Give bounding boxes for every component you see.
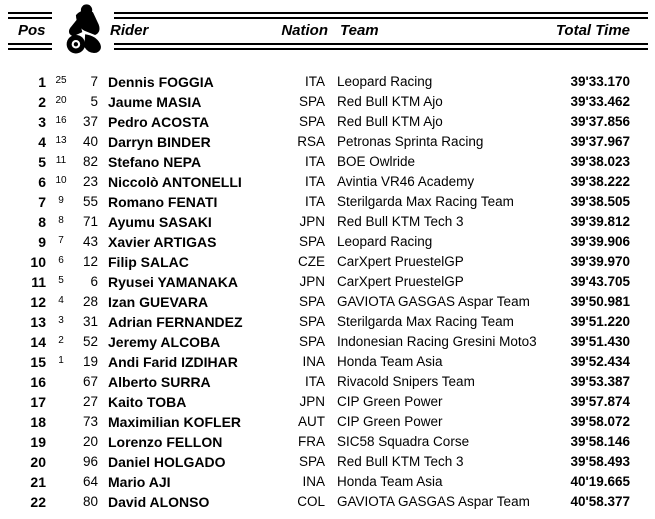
rider-name-cell: Jaume MASIA — [108, 94, 202, 110]
pos-cell: 19 — [30, 434, 46, 450]
bike-number-cell: 64 — [82, 474, 98, 489]
bike-number-cell: 52 — [82, 334, 98, 349]
table-row — [0, 272, 655, 292]
team-cell: CarXpert PruestelGP — [337, 254, 464, 269]
table-row — [0, 372, 655, 392]
team-cell: CIP Green Power — [337, 394, 443, 409]
nation-cell: SPA — [298, 114, 325, 129]
total-time-cell: 39'51.430 — [570, 334, 630, 349]
bike-number-cell: 71 — [82, 214, 98, 229]
total-time-cell: 39'58.493 — [570, 454, 630, 469]
team-cell: Rivacold Snipers Team — [337, 374, 475, 389]
bike-number-cell: 96 — [82, 454, 98, 469]
rider-name-cell: Mario AJI — [108, 474, 171, 490]
team-cell: Leopard Racing — [337, 74, 433, 89]
total-time-cell: 39'52.434 — [570, 354, 630, 369]
team-cell: Petronas Sprinta Racing — [337, 134, 484, 149]
pos-cell: 13 — [30, 314, 46, 330]
rider-name-cell: Filip SALAC — [108, 254, 189, 270]
bike-number-cell: 5 — [90, 94, 98, 109]
nation-cell: SPA — [298, 294, 325, 309]
points-cell: 5 — [58, 275, 64, 286]
rider-name-cell: Lorenzo FELLON — [108, 434, 223, 450]
rider-name-cell: Andi Farid IZDIHAR — [108, 354, 238, 370]
total-time-cell: 39'37.856 — [570, 114, 630, 129]
total-time-cell: 39'39.906 — [570, 234, 630, 249]
nation-cell: ITA — [305, 194, 325, 209]
rider-name-cell: Stefano NEPA — [108, 154, 202, 170]
rider-name-cell: Adrian FERNANDEZ — [108, 314, 243, 330]
points-cell: 6 — [58, 255, 64, 266]
table-row — [0, 92, 655, 112]
total-time-cell: 39'33.170 — [570, 74, 630, 89]
pos-cell: 17 — [30, 394, 46, 410]
total-time-cell: 39'43.705 — [570, 274, 630, 289]
table-row — [0, 392, 655, 412]
nation-cell: SPA — [298, 334, 325, 349]
pos-cell: 6 — [38, 174, 46, 190]
table-row — [0, 492, 655, 512]
rider-name-cell: Izan GUEVARA — [108, 294, 209, 310]
table-row — [0, 192, 655, 212]
bike-number-cell: 80 — [82, 494, 98, 509]
points-cell: 9 — [58, 195, 64, 206]
points-cell: 13 — [55, 135, 67, 146]
nation-cell: FRA — [298, 434, 325, 449]
pos-cell: 8 — [38, 214, 46, 230]
nation-cell: ITA — [305, 74, 325, 89]
points-cell: 3 — [58, 315, 64, 326]
nation-cell: JPN — [299, 274, 325, 289]
total-time-cell: 39'57.874 — [570, 394, 630, 409]
nation-cell: JPN — [299, 214, 325, 229]
rider-name-cell: Ryusei YAMANAKA — [108, 274, 238, 290]
pos-cell: 5 — [38, 154, 46, 170]
rider-name-cell: Alberto SURRA — [108, 374, 211, 390]
rider-name-cell: Kaito TOBA — [108, 394, 187, 410]
pos-cell: 15 — [30, 354, 46, 370]
nation-cell: COL — [297, 494, 325, 509]
bike-number-cell: 20 — [82, 434, 98, 449]
bike-number-cell: 82 — [82, 154, 98, 169]
pos-cell: 9 — [38, 234, 46, 250]
pos-cell: 10 — [30, 254, 46, 270]
bike-number-cell: 67 — [82, 374, 98, 389]
table-header — [0, 0, 655, 60]
pos-cell: 1 — [38, 74, 46, 90]
rider-name-cell: Maximilian KOFLER — [108, 414, 242, 430]
nation-cell: INA — [302, 354, 325, 369]
bike-number-cell: 43 — [82, 234, 98, 249]
team-cell: Sterilgarda Max Racing Team — [337, 314, 514, 329]
points-cell: 11 — [55, 155, 67, 166]
table-row — [0, 412, 655, 432]
nation-cell: AUT — [298, 414, 325, 429]
total-time-cell: 39'38.023 — [570, 154, 630, 169]
bike-number-cell: 28 — [82, 294, 98, 309]
pos-cell: 14 — [30, 334, 46, 350]
total-time-cell: 39'51.220 — [570, 314, 630, 329]
points-cell: 25 — [55, 75, 67, 86]
rider-name-cell: Niccolò ANTONELLI — [108, 174, 242, 190]
pos-cell: 22 — [30, 494, 46, 510]
table-row — [0, 172, 655, 192]
bike-number-cell: 31 — [82, 314, 98, 329]
table-row — [0, 352, 655, 372]
rider-name-cell: Jeremy ALCOBA — [108, 334, 221, 350]
bike-number-cell: 12 — [82, 254, 98, 269]
motorcycle-rider-icon — [52, 1, 114, 58]
team-cell: Honda Team Asia — [337, 354, 443, 369]
col-header-pos: Pos — [18, 22, 46, 39]
nation-cell: SPA — [298, 234, 325, 249]
table-row — [0, 292, 655, 312]
bike-number-cell: 19 — [82, 354, 98, 369]
rider-name-cell: Dennis FOGGIA — [108, 74, 214, 90]
pos-cell: 21 — [30, 474, 46, 490]
team-cell: CIP Green Power — [337, 414, 443, 429]
nation-cell: ITA — [305, 374, 325, 389]
pos-cell: 4 — [38, 134, 46, 150]
points-cell: 20 — [55, 95, 67, 106]
team-cell: Red Bull KTM Ajo — [337, 94, 443, 109]
rider-name-cell: Xavier ARTIGAS — [108, 234, 217, 250]
team-cell: Red Bull KTM Tech 3 — [337, 454, 464, 469]
table-row — [0, 212, 655, 232]
total-time-cell: 39'37.967 — [570, 134, 630, 149]
team-cell: GAVIOTA GASGAS Aspar Team — [337, 494, 530, 509]
team-cell: Honda Team Asia — [337, 474, 443, 489]
bike-number-cell: 37 — [82, 114, 98, 129]
table-row — [0, 452, 655, 472]
bike-number-cell: 6 — [90, 274, 98, 289]
nation-cell: INA — [302, 474, 325, 489]
points-cell: 16 — [55, 115, 67, 126]
nation-cell: ITA — [305, 154, 325, 169]
bike-number-cell: 73 — [82, 414, 98, 429]
pos-cell: 2 — [38, 94, 46, 110]
team-cell: Indonesian Racing Gresini Moto3 — [337, 334, 537, 349]
bike-number-cell: 23 — [82, 174, 98, 189]
col-header-rider: Rider — [110, 22, 149, 39]
total-time-cell: 39'38.222 — [570, 174, 630, 189]
nation-cell: CZE — [298, 254, 325, 269]
col-header-team: Team — [340, 22, 379, 39]
total-time-cell: 39'39.812 — [570, 214, 630, 229]
points-cell: 4 — [58, 295, 64, 306]
pos-cell: 18 — [30, 414, 46, 430]
nation-cell: RSA — [297, 134, 325, 149]
total-time-cell: 39'58.072 — [570, 414, 630, 429]
pos-cell: 16 — [30, 374, 46, 390]
pos-cell: 7 — [38, 194, 46, 210]
nation-cell: ITA — [305, 174, 325, 189]
col-header-nation: Nation — [281, 22, 328, 39]
col-header-total-time: Total Time — [555, 22, 630, 39]
table-row — [0, 332, 655, 352]
table-row — [0, 152, 655, 172]
table-row — [0, 432, 655, 452]
total-time-cell: 40'58.377 — [570, 494, 630, 509]
points-cell: 8 — [58, 215, 64, 226]
bike-number-cell: 40 — [82, 134, 98, 149]
table-row — [0, 472, 655, 492]
team-cell: Red Bull KTM Tech 3 — [337, 214, 464, 229]
table-row — [0, 252, 655, 272]
rider-name-cell: Daniel HOLGADO — [108, 454, 226, 470]
nation-cell: SPA — [298, 454, 325, 469]
team-cell: CarXpert PruestelGP — [337, 274, 464, 289]
points-cell: 10 — [55, 175, 67, 186]
bike-number-cell: 55 — [82, 194, 98, 209]
table-row — [0, 112, 655, 132]
points-cell: 1 — [58, 355, 64, 366]
pos-cell: 20 — [30, 454, 46, 470]
team-cell: Red Bull KTM Ajo — [337, 114, 443, 129]
bike-number-cell: 7 — [90, 74, 98, 89]
total-time-cell: 39'38.505 — [570, 194, 630, 209]
nation-cell: JPN — [299, 394, 325, 409]
points-cell: 2 — [58, 335, 64, 346]
pos-cell: 12 — [30, 294, 46, 310]
results-rows — [0, 72, 655, 512]
rider-name-cell: Darryn BINDER — [108, 134, 211, 150]
total-time-cell: 40'19.665 — [570, 474, 630, 489]
team-cell: SIC58 Squadra Corse — [337, 434, 470, 449]
total-time-cell: 39'50.981 — [570, 294, 630, 309]
total-time-cell: 39'33.462 — [570, 94, 630, 109]
team-cell: Leopard Racing — [337, 234, 433, 249]
rider-name-cell: Ayumu SASAKI — [108, 214, 212, 230]
pos-cell: 3 — [38, 114, 46, 130]
table-row — [0, 232, 655, 252]
table-row — [0, 312, 655, 332]
team-cell: Sterilgarda Max Racing Team — [337, 194, 514, 209]
rider-name-cell: David ALONSO — [108, 494, 210, 510]
rider-name-cell: Romano FENATI — [108, 194, 218, 210]
nation-cell: SPA — [298, 314, 325, 329]
nation-cell: SPA — [298, 94, 325, 109]
team-cell: GAVIOTA GASGAS Aspar Team — [337, 294, 530, 309]
team-cell: BOE Owlride — [337, 154, 416, 169]
bike-number-cell: 27 — [82, 394, 98, 409]
pos-cell: 11 — [31, 274, 46, 290]
team-cell: Avintia VR46 Academy — [337, 174, 475, 189]
rider-name-cell: Pedro ACOSTA — [108, 114, 210, 130]
table-row — [0, 72, 655, 92]
total-time-cell: 39'53.387 — [570, 374, 630, 389]
total-time-cell: 39'39.970 — [570, 254, 630, 269]
table-row — [0, 132, 655, 152]
total-time-cell: 39'58.146 — [570, 434, 630, 449]
points-cell: 7 — [58, 235, 64, 246]
